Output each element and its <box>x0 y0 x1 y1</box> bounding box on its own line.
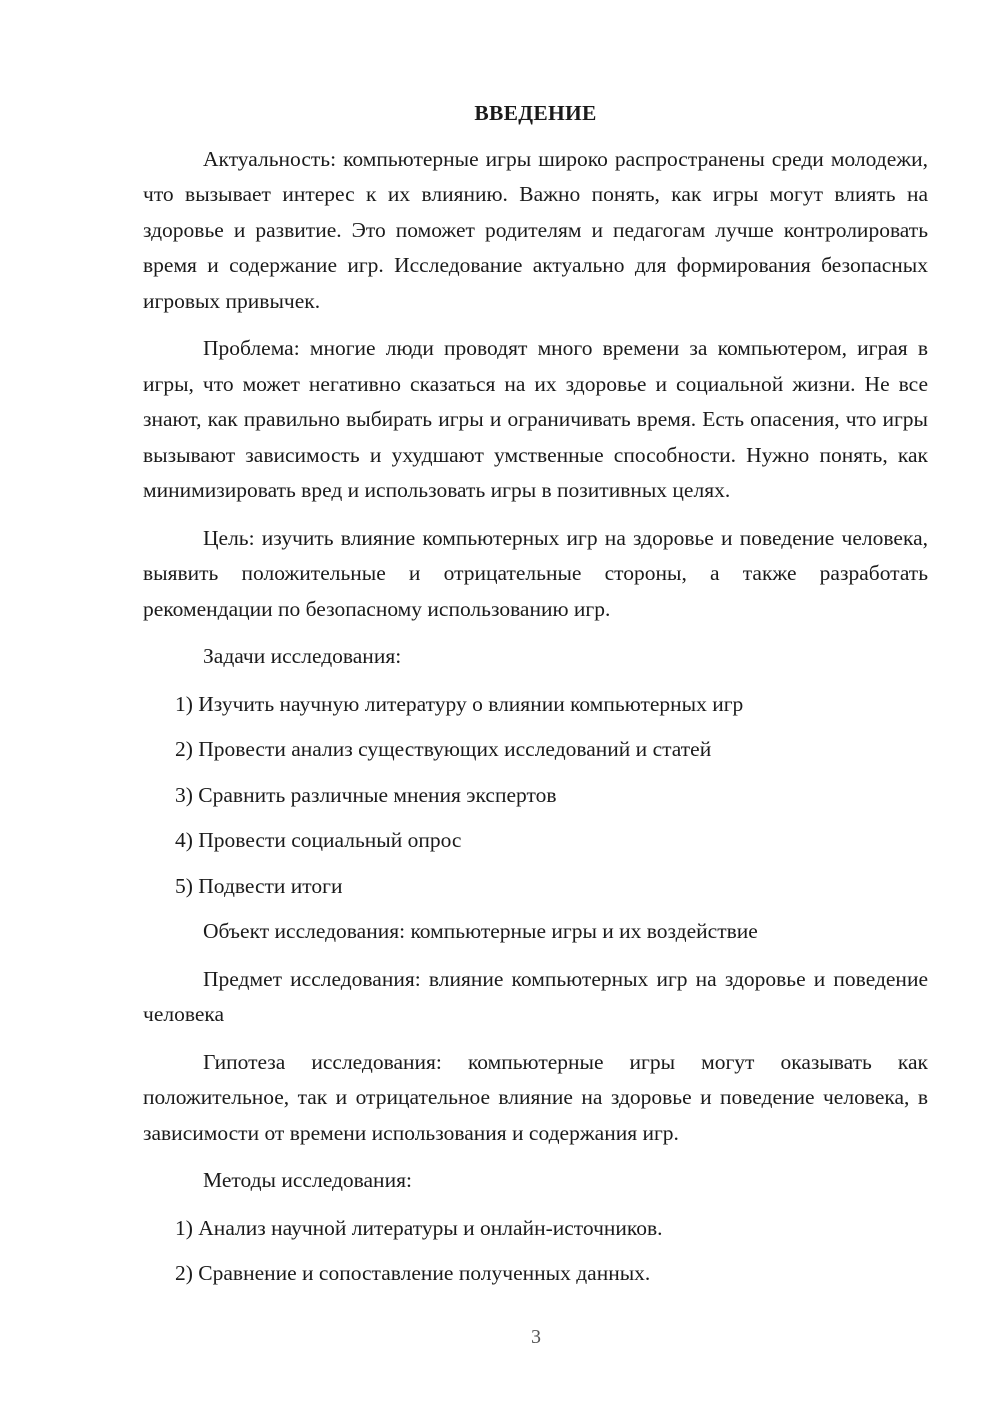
problem-paragraph: Проблема: многие люди проводят много времени за компьютером, играя в игры, что может негативно сказаться на их здоровье и социальной жизни. Не все знают, как правильно выбирать игры и ограничивать время. Есть опасения, что игры вызывают зависимость и ухудшают умственные способности. Нужно понять, как минимизировать вред и использовать игры в позитивных целях. <box>143 336 928 502</box>
task-item: 4) Провести социальный опрос <box>175 828 462 852</box>
page-number: 3 <box>531 1326 541 1348</box>
relevance-paragraph: Актуальность: компьютерные игры широко распространены среди молодежи, что вызывает интерес к их влиянию. Важно понять, как игры могут влиять на здоровье и развитие. Это поможет родителям и педагогам лучше контролировать время и содержание игр. Исследование актуально для формирования безопасных игровых привычек. <box>143 146 928 313</box>
goal-paragraph: Цель: изучить влияние компьютерных игр на здоровье и поведение человека, выявить положительные и отрицательные стороны, а также разработать рекомендации по безопасному использованию игр. <box>143 525 928 621</box>
task-item: 3) Сравнить различные мнения экспертов <box>175 782 557 807</box>
object-paragraph: Объект исследования: компьютерные игры и их воздействие <box>203 919 758 943</box>
document-body <box>143 96 928 1302</box>
tasks-heading: Задачи исследования: <box>203 644 402 668</box>
hypothesis-paragraph: Гипотеза исследования: компьютерные игры могут оказывать как положительное, так и отрицательное влияние на здоровье и поведение человека, в зависимости от времени использования и содержания игр. <box>143 1049 928 1145</box>
subject-paragraph: Предмет исследования: влияние компьютерных игр на здоровье и поведение человека <box>143 966 928 1026</box>
method-item: 1) Анализ научной литературы и онлайн-источников. <box>175 1215 663 1240</box>
page-title: ВВЕДЕНИЕ <box>474 101 597 125</box>
methods-heading: Методы исследования: <box>203 1168 412 1192</box>
method-item: 2) Сравнение и сопоставление полученных данных. <box>175 1261 651 1285</box>
task-item: 2) Провести анализ существующих исследований и статей <box>175 737 712 761</box>
task-item: 1) Изучить научную литературу о влиянии компьютерных игр <box>175 691 744 716</box>
task-item: 5) Подвести итоги <box>175 873 343 898</box>
